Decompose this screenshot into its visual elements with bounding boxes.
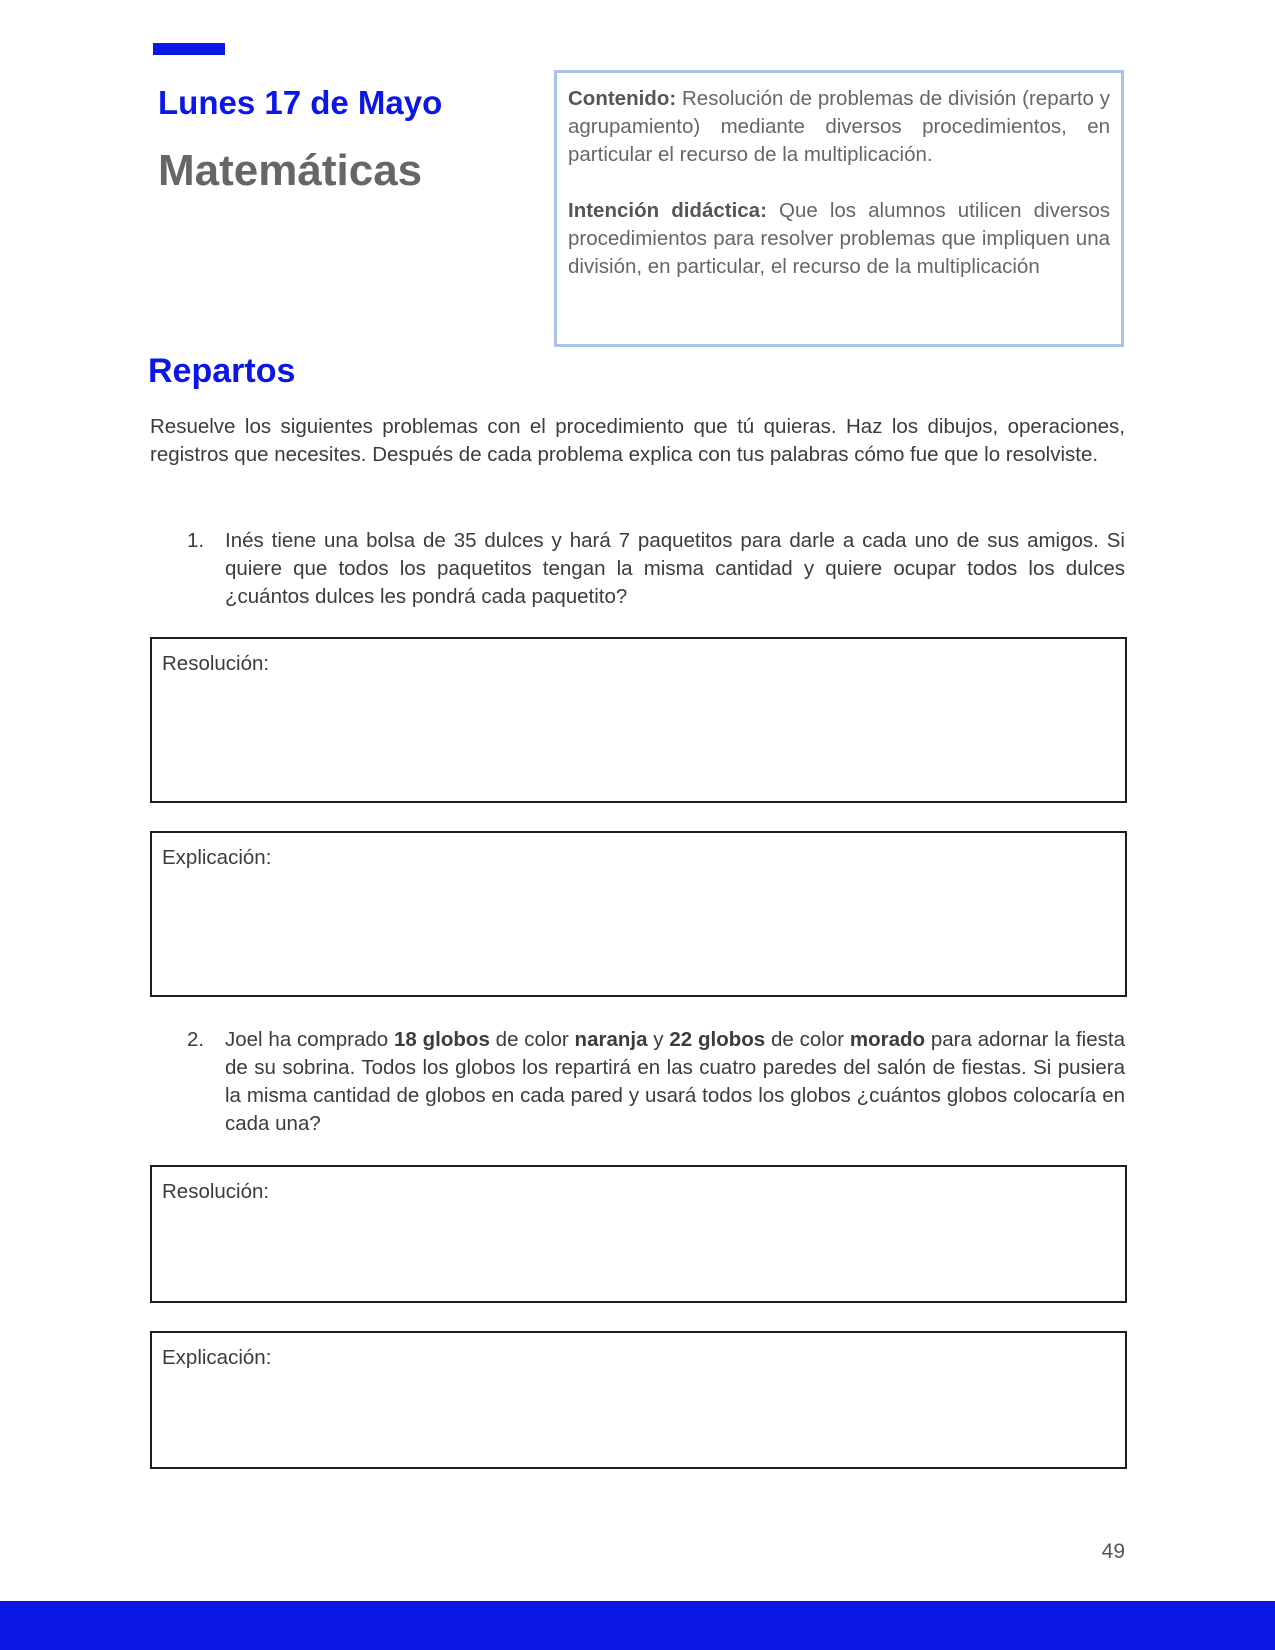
content-label: Contenido: [568,87,677,110]
problem-text-bold: morado [849,1028,926,1051]
lesson-info-box [554,70,1124,347]
intention-paragraph [568,197,1110,281]
subject-title: Matemáticas [158,146,423,195]
problem-text-part: y [647,1028,670,1051]
resolution-box-1[interactable] [150,637,1127,803]
problem-text-part: de color [765,1028,850,1051]
resolution-label: Resolución: [162,1180,270,1203]
problem-text [225,1026,1125,1138]
explanation-box-2[interactable] [150,1331,1127,1469]
problem-number: 2. [187,1028,205,1051]
problem-text-part: Joel ha comprado [225,1028,395,1051]
section-title: Repartos [148,352,296,390]
top-accent-bar [153,43,225,55]
explanation-box-1[interactable] [150,831,1127,997]
problem-text-bold: 18 globos [394,1028,490,1051]
intention-label: Intención didáctica: [568,199,767,222]
problem-text-bold: naranja [574,1028,648,1051]
problem-text: Inés tiene una bolsa de 35 dulces y hará 7 paquetitos para darle a cada uno de sus amigos. Si quiere que todos los paquetitos tengan la misma cantidad y quiere ocupar todos los dulces ¿cuántos dulces les pondrá cada paquetito? [225,529,1125,608]
problem-2 [150,1026,1125,1138]
content-text: Resolución de problemas de división (reparto y agrupamiento) mediante diversos procedimientos, en particular el recurso de la multiplicación. [568,87,1110,166]
bottom-accent-bar [0,1601,1275,1650]
date-title: Lunes 17 de Mayo [158,84,443,121]
content-paragraph [568,85,1110,169]
problem-text-part: de color [489,1028,575,1051]
problem-1 [150,527,1125,611]
page-number: 49 [1101,1540,1125,1563]
resolution-label: Resolución: [162,652,270,675]
problem-text-bold: 22 globos [669,1028,766,1051]
problem-number: 1. [187,529,205,552]
section-intro: Resuelve los siguientes problemas con el procedimiento que tú quieras. Haz los dibujos, operaciones, registros que necesites. Después de cada problema explica con tus palabras cómo fue que lo resolviste. [150,415,1125,466]
intention-text: Que los alumnos utilicen diversos procedimientos para resolver problemas que impliquen una división, en particular, el recurso de la multiplicación [568,199,1110,278]
explanation-label: Explicación: [162,1346,272,1369]
explanation-label: Explicación: [162,846,272,869]
resolution-box-2[interactable] [150,1165,1127,1303]
problem-text-part: para adornar la fiesta de su sobrina. Todos los globos los repartirá en las cuatro paredes del salón de fiestas. Si pusiera la misma cantidad de globos en cada pared y usará todos los globos ¿cuántos globos colocaría en cada una? [225,1028,1125,1135]
